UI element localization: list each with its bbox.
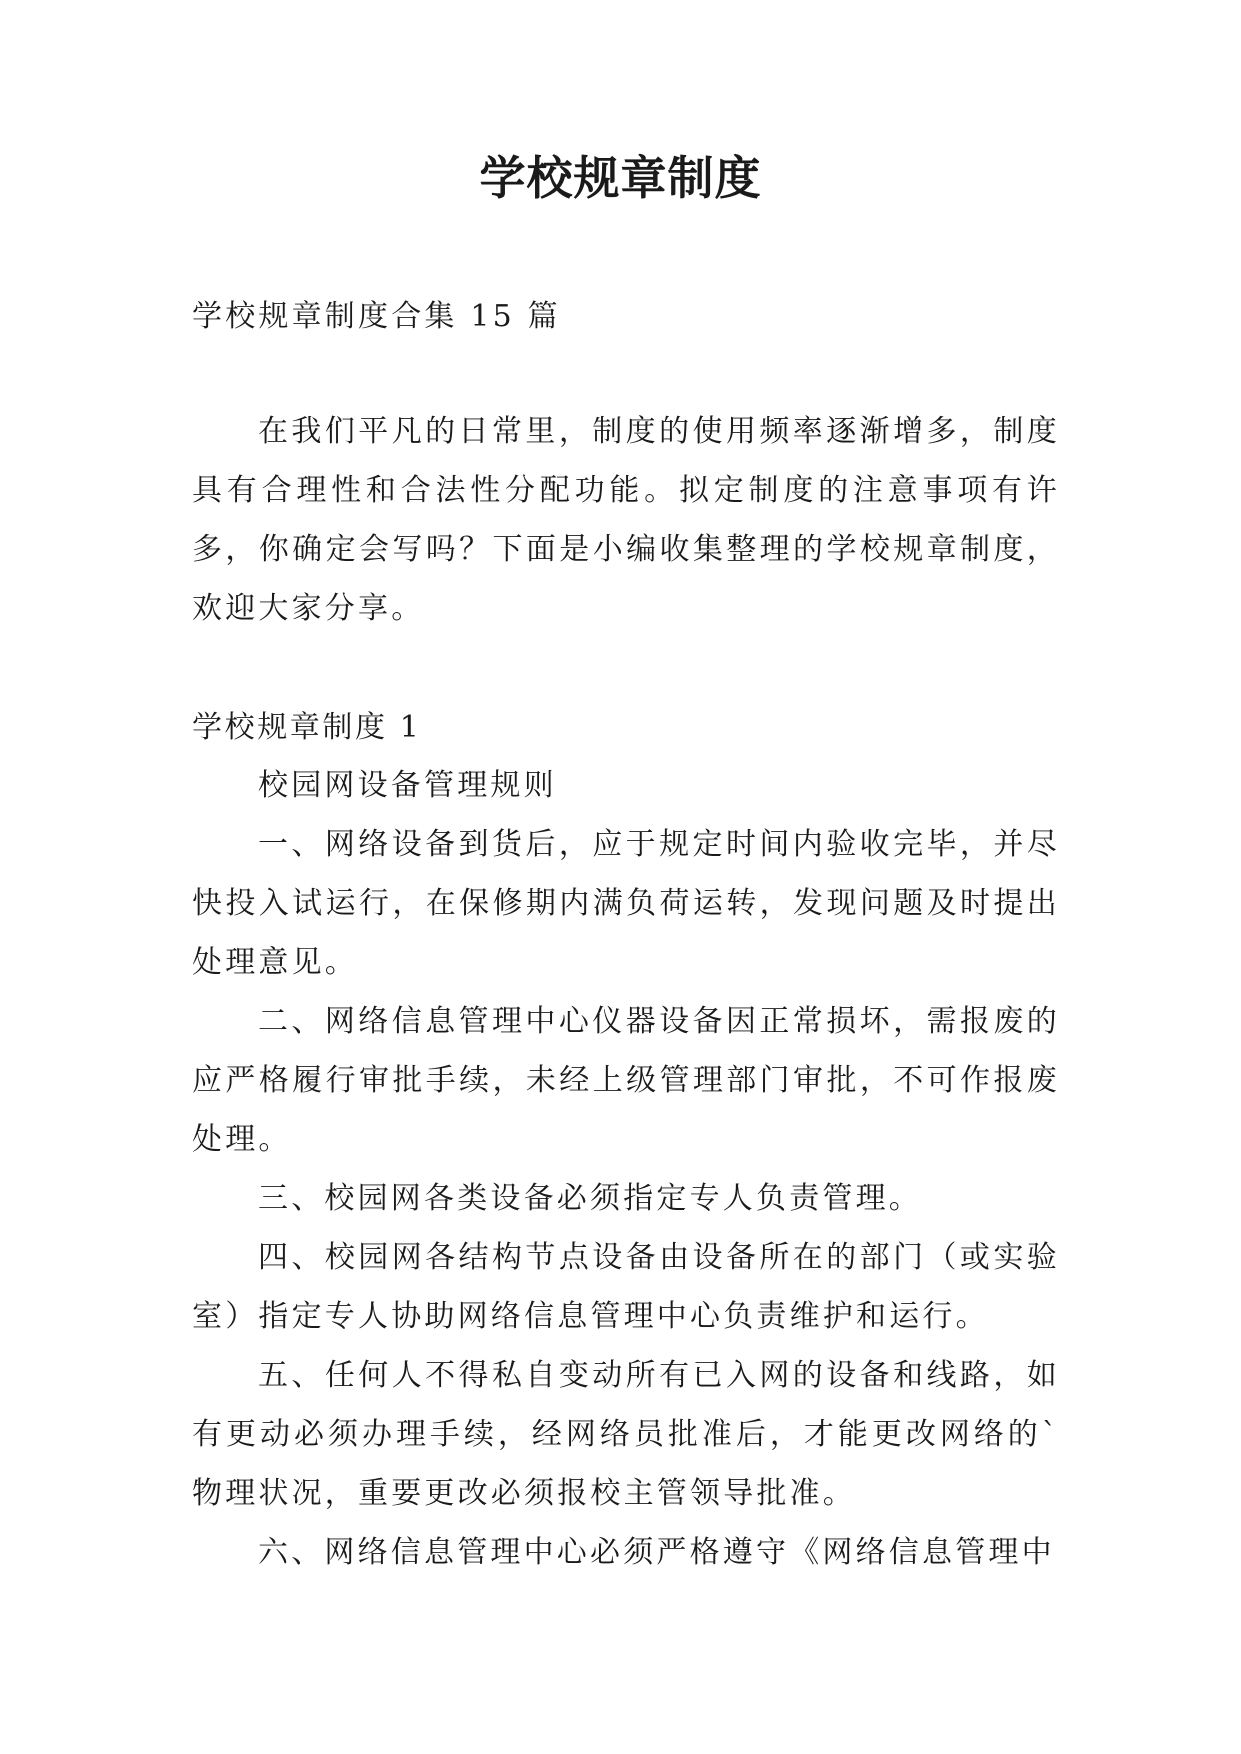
rule-paragraph-5: 五、任何人不得私自变动所有已入网的设备和线路，如有更动必须办理手续，经网络员批准后，才能更改网络的`物理状况，重要更改必须报校主管领导批准。 — [192, 1358, 1060, 1511]
rules-body — [192, 756, 1060, 1582]
rule-paragraph-4: 四、校园网各结构节点设备由设备所在的部门（或实验室）指定专人协助网络信息管理中心负责维护和运行。 — [192, 1240, 1060, 1334]
rule-paragraph-2: 二、网络信息管理中心仪器设备因正常损坏，需报废的应严格履行审批手续，未经上级管理部门审批，不可作报废处理。 — [192, 1004, 1060, 1157]
rule-paragraph-1: 一、网络设备到货后，应于规定时间内验收完毕，并尽快投入试运行，在保修期内满负荷运转，发现问题及时提出处理意见。 — [192, 827, 1060, 980]
rule-paragraph-6: 六、网络信息管理中心必须严格遵守《网络信息管理中 — [258, 1535, 1055, 1570]
intro-paragraph: 在我们平凡的日常里，制度的使用频率逐渐增多，制度具有合理性和合法性分配功能。拟定制度的注意事项有许多，你确定会写吗？下面是小编收集整理的学校规章制度，欢迎大家分享。 — [192, 414, 1060, 626]
section-heading: 学校规章制度 1 — [192, 710, 422, 745]
document-title: 学校规章制度 — [479, 151, 762, 205]
rules-heading: 校园网设备管理规则 — [258, 768, 557, 803]
rule-paragraph-3: 三、校园网各类设备必须指定专人负责管理。 — [258, 1181, 922, 1216]
collection-subtitle: 学校规章制度合集 15 篇 — [192, 299, 561, 334]
